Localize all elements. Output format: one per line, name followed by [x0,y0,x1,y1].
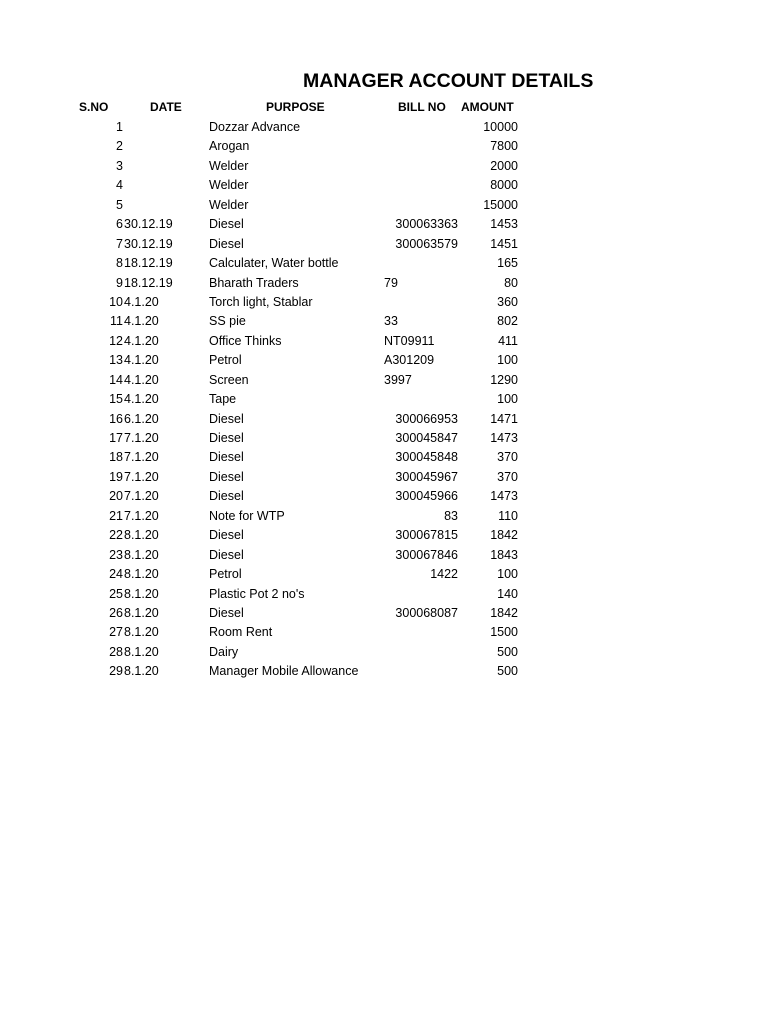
cell-sno: 12 [109,333,123,348]
header-date: DATE [150,100,182,114]
cell-sno: 27 [109,625,123,640]
cell-sno: 20 [109,489,123,504]
table-row [0,274,768,293]
cell-sno: 9 [116,275,123,290]
cell-purpose: Welder [209,197,249,212]
cell-bill-no: 300045848 [395,450,458,465]
cell-date: 8.1.20 [124,625,159,640]
table-row [0,448,768,467]
cell-amount: 370 [497,450,518,465]
cell-sno: 14 [109,372,123,387]
cell-bill-no: 300067846 [395,547,458,562]
cell-date: 6.1.20 [124,411,159,426]
cell-purpose: Diesel [209,489,244,504]
cell-sno: 25 [109,586,123,601]
cell-purpose: Bharath Traders [209,275,299,290]
cell-amount: 802 [497,314,518,329]
cell-sno: 15 [109,392,123,407]
cell-purpose: Diesel [209,450,244,465]
cell-sno: 4 [116,178,123,193]
table-row [0,254,768,273]
cell-amount: 10000 [483,120,518,134]
cell-amount: 500 [497,664,518,679]
cell-amount: 80 [504,275,518,290]
cell-date: 7.1.20 [124,508,159,523]
cell-amount: 165 [497,256,518,271]
cell-amount: 1453 [490,217,518,232]
cell-purpose: Diesel [209,431,244,445]
cell-bill-no: A301209 [384,353,435,368]
cell-sno: 18 [109,450,123,465]
header-sno: S.NO [79,100,109,114]
cell-date: 8.1.20 [124,586,159,601]
table-row [0,118,768,137]
cell-purpose: Office Thinks [209,333,282,348]
cell-amount: 7800 [490,139,518,154]
cell-purpose: Dozzar Advance [209,120,301,134]
cell-purpose: Diesel [209,236,244,251]
cell-purpose: Welder [209,178,249,193]
cell-sno: 17 [109,431,123,445]
cell-sno: 21 [109,508,123,523]
cell-amount: 1473 [490,489,518,504]
cell-purpose: Petrol [209,353,242,368]
cell-sno: 3 [116,158,123,173]
cell-sno: 13 [109,353,123,368]
cell-amount: 1842 [490,605,518,620]
cell-date: 30.12.19 [124,217,173,232]
table-row [0,643,768,662]
cell-amount: 1471 [490,411,518,426]
cell-date: 7.1.20 [124,489,159,504]
cell-purpose: Petrol [209,567,242,582]
table-row [0,332,768,351]
cell-purpose: Diesel [209,605,244,620]
cell-date: 18.12.19 [124,256,173,271]
cell-date: 4.1.20 [124,294,159,309]
header-bill-no: BILL NO [398,100,446,114]
cell-amount: 1842 [490,528,518,543]
table-row [0,662,768,681]
cell-purpose: Welder [209,158,249,173]
cell-date: 30.12.19 [124,236,173,251]
cell-amount: 1290 [490,372,518,387]
header-purpose: PURPOSE [266,100,325,114]
cell-date: 7.1.20 [124,450,159,465]
cell-sno: 26 [109,605,123,620]
cell-date: 4.1.20 [124,392,159,407]
cell-sno: 23 [109,547,123,562]
cell-bill-no: 300045847 [395,431,458,445]
table-row [0,351,768,370]
cell-sno: 8 [116,256,123,271]
table-row [0,176,768,195]
cell-sno: 22 [109,528,123,543]
cell-purpose: Plastic Pot 2 no's [209,586,305,601]
cell-purpose: Diesel [209,469,244,484]
cell-purpose: Diesel [209,528,244,543]
table-row [0,468,768,487]
cell-date: 8.1.20 [124,644,159,659]
table-row [0,429,768,448]
cell-date: 8.1.20 [124,528,159,543]
cell-date: 4.1.20 [124,372,159,387]
table-row [0,623,768,642]
cell-amount: 15000 [483,197,518,212]
cell-amount: 1500 [490,625,518,640]
cell-sno: 24 [109,567,123,582]
cell-bill-no: 3997 [384,372,412,387]
cell-sno: 28 [109,644,123,659]
cell-date: 4.1.20 [124,314,159,329]
table-row [0,526,768,545]
cell-purpose: Manager Mobile Allowance [209,664,359,679]
cell-purpose: Arogan [209,139,250,154]
cell-purpose: Room Rent [209,625,273,640]
cell-bill-no: 300045967 [395,469,458,484]
cell-bill-no: 33 [384,314,398,329]
cell-date: 8.1.20 [124,547,159,562]
cell-purpose: Calculater, Water bottle [209,256,339,271]
cell-amount: 140 [497,586,518,601]
table-row [0,196,768,215]
table-row [0,604,768,623]
cell-sno: 11 [110,314,123,329]
table-row [0,371,768,390]
account-table-body [0,118,768,682]
table-row [0,137,768,156]
page-title: MANAGER ACCOUNT DETAILS [303,70,594,92]
cell-date: 8.1.20 [124,664,159,679]
cell-date: 18.12.19 [124,275,173,290]
cell-sno: 6 [116,217,123,232]
table-row [0,585,768,604]
cell-amount: 2000 [490,158,518,173]
table-row [0,293,768,312]
table-row [0,215,768,234]
table-row [0,312,768,331]
cell-sno: 16 [109,411,123,426]
table-row [0,565,768,584]
cell-sno: 2 [116,139,123,154]
cell-date: 7.1.20 [124,469,159,484]
cell-bill-no: 83 [444,508,458,523]
cell-sno: 10 [109,294,123,309]
table-row [0,410,768,429]
cell-purpose: SS pie [209,314,246,329]
cell-amount: 100 [497,567,518,582]
cell-amount: 360 [497,294,518,309]
cell-bill-no: 79 [384,275,398,290]
cell-sno: 5 [116,197,123,212]
cell-amount: 100 [497,353,518,368]
cell-purpose: Tape [209,392,237,407]
cell-purpose: Torch light, Stablar [209,294,313,309]
header-amount: AMOUNT [461,100,514,114]
cell-purpose: Dairy [209,644,239,659]
table-row [0,507,768,526]
cell-bill-no: 300066953 [395,411,458,426]
cell-purpose: Diesel [209,547,244,562]
cell-purpose: Diesel [209,217,244,232]
table-row [0,235,768,254]
cell-sno: 19 [109,469,123,484]
cell-sno: 29 [109,664,123,679]
cell-bill-no: 300063363 [395,217,458,232]
cell-amount: 1473 [490,431,518,445]
cell-sno: 1 [116,120,123,134]
table-row [0,157,768,176]
cell-date: 7.1.20 [124,431,159,445]
cell-amount: 1843 [490,547,518,562]
cell-amount: 1451 [490,236,518,251]
cell-date: 4.1.20 [124,353,159,368]
table-row [0,390,768,409]
cell-bill-no: 300045966 [395,489,458,504]
cell-date: 8.1.20 [124,605,159,620]
cell-amount: 100 [497,392,518,407]
table-row [0,487,768,506]
cell-date: 8.1.20 [124,567,159,582]
cell-sno: 7 [116,236,123,251]
cell-purpose: Note for WTP [209,508,285,523]
cell-bill-no: 1422 [430,567,458,582]
cell-bill-no: 300068087 [395,605,458,620]
cell-purpose: Diesel [209,411,244,426]
cell-amount: 110 [498,508,518,523]
cell-bill-no: NT09911 [384,333,435,348]
cell-amount: 500 [497,644,518,659]
cell-bill-no: 300067815 [395,528,458,543]
cell-amount: 411 [498,333,518,348]
cell-date: 4.1.20 [124,333,159,348]
cell-amount: 8000 [490,178,518,193]
table-row [0,546,768,565]
cell-bill-no: 300063579 [395,236,458,251]
cell-purpose: Screen [209,372,249,387]
cell-amount: 370 [497,469,518,484]
